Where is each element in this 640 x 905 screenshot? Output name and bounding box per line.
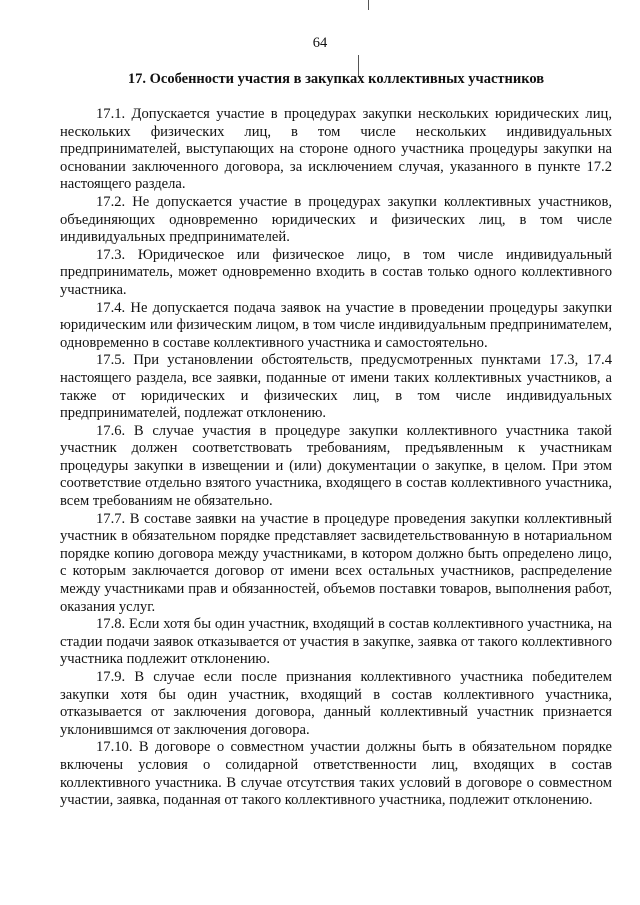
- paragraph-17-5: 17.5. При установлении обстоятельств, предусмотренных пунктами 17.3, 17.4 настоящего раздела, все заявки, поданные от имени таких коллективных участников, а также от юридических и физических лиц, в том числе индивидуальных предпринимателей, подлежат отклонению.: [60, 352, 612, 422]
- paragraph-17-7: 17.7. В составе заявки на участие в процедуре проведения закупки коллективный участник в обязательном порядке представляет засвидетельствованную в нотариальном порядке копию договора между участниками, в котором должно быть определено лицо, с которым заключается договор от имени всех остальных участников, распределение между участниками прав и обязанностей, объемов поставки товаров, выполнения работ, оказания услуг.: [60, 510, 612, 615]
- paragraph-17-2: 17.2. Не допускается участие в процедурах закупки коллективных участников, объединяющих одновременно юридических и физических лиц, в том числе индивидуальных предпринимателей.: [60, 193, 612, 246]
- paragraph-17-3: 17.3. Юридическое или физическое лицо, в том числе индивидуальный предприниматель, может одновременно входить в состав только одного коллективного участника.: [60, 246, 612, 298]
- section-title: 17. Особенности участия в закупках коллективных участников: [127, 71, 545, 87]
- scan-artifact-line-top: [368, 0, 369, 10]
- paragraph-17-8: 17.8. Если хотя бы один участник, входящий в состав коллективного участника, на стадии подачи заявок отказывается от участия в закупке, заявка от такого коллективного участника подлежит отклонению.: [60, 616, 612, 668]
- section-body: [60, 106, 612, 810]
- paragraph-17-6: 17.6. В случае участия в процедуре закупки коллективного участника такой участник должен соответствовать требованиям, предъявленным к участникам процедуры закупки в извещении и (или) документации о закупке, в целом. При этом соответствие отдельно взятого участника, входящего в состав коллективного участника, всем требованиям не обязательно.: [60, 422, 612, 510]
- paragraph-17-9: 17.9. В случае если после признания коллективного участника победителем закупки хотя бы один участник, входящий в состав коллективного участника, отказывается от заключения договора, данный коллективный участник признается уклонившимся от заключения договора.: [60, 669, 612, 738]
- page-number: 64: [312, 35, 328, 51]
- paragraph-17-10: 17.10. В договоре о совместном участии должны быть в обязательном порядке включены условия о солидарной ответственности лиц, входящих в состав коллективного участника. В случае отсутствия таких условий в договоре о совместном участии, заявка, поданная от такого коллективного участника, подлежит отклонению.: [60, 739, 612, 809]
- paragraph-17-4: 17.4. Не допускается подача заявок на участие в проведении процедуры закупки юридическим или физическим лицом, в том числе индивидуальным предпринимателем, одновременно в составе коллективного участника и самостоятельно.: [60, 299, 612, 351]
- paragraph-17-1: 17.1. Допускается участие в процедурах закупки нескольких юридических лиц, нескольких физических лиц, в том числе нескольких индивидуальных предпринимателей, выступающих на стороне одного участника процедуры закупки на основании заключенного договора, за исключением случая, указанного в пункте 17.2 настоящего раздела.: [60, 106, 612, 193]
